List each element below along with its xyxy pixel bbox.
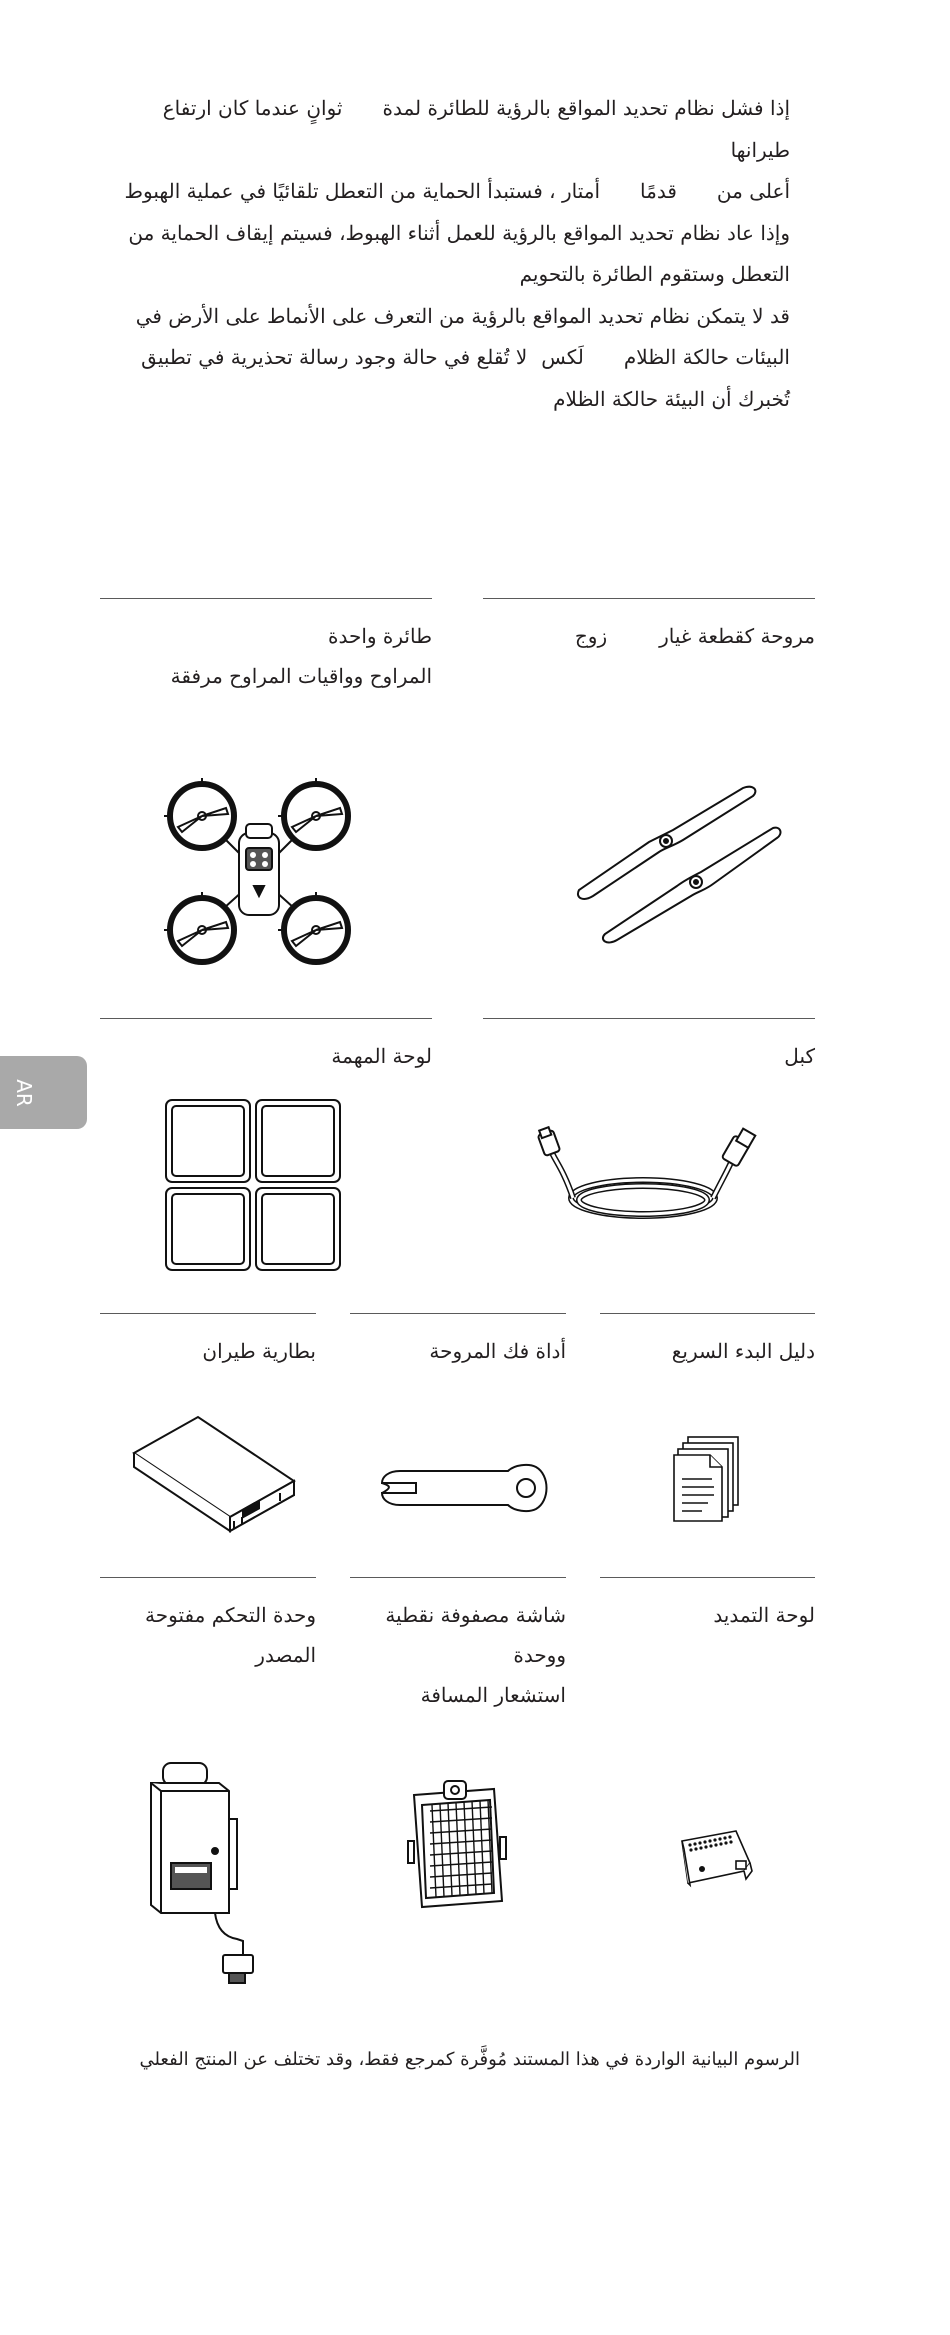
item-quick-start-title: دليل البدء السريع xyxy=(671,1339,815,1363)
expansion-board-icon xyxy=(678,1827,758,1889)
divider xyxy=(100,598,432,599)
language-tab-label: AR xyxy=(11,1078,36,1107)
item-controller xyxy=(100,1577,316,2007)
open-source-controller-icon xyxy=(145,1759,265,1989)
intro-paragraph-3: قد لا يتمكن نظام تحديد المواقع بالرؤية من التعرف على الأنماط على الأرض في البيئات حالكة الظلاملَكسلا تُقلع في حالة وجود رسالة تحذيرية في تطبيقتُخبرك أن البيئة حالكة الظلام xyxy=(135,303,790,411)
divider xyxy=(100,1018,432,1019)
divider xyxy=(350,1577,566,1578)
drone-icon xyxy=(164,778,354,968)
item-expansion xyxy=(600,1577,815,2007)
intro-text xyxy=(100,88,790,420)
item-propellers-qty: زوج xyxy=(574,624,608,648)
item-quick-start xyxy=(600,1313,815,1577)
divider xyxy=(100,1313,316,1314)
item-aircraft xyxy=(100,598,432,1018)
footnote: الرسوم البيانية الواردة في هذا المستند مُوفَّرة كمرجع فقط، وقد تختلف عن المنتج الفعلي xyxy=(139,2049,800,2070)
item-battery-title: بطارية طيران xyxy=(202,1339,316,1363)
item-battery xyxy=(100,1313,316,1577)
propeller-pair-icon xyxy=(573,778,783,948)
item-propellers-title: مروحة كقطعة غيار xyxy=(659,624,815,648)
propeller-removal-tool-icon xyxy=(380,1463,550,1513)
item-dot-matrix xyxy=(350,1577,566,2007)
item-expansion-title: لوحة التمديد xyxy=(713,1603,815,1627)
item-dot-matrix-title-2: استشعار المسافة xyxy=(420,1683,566,1707)
intro-paragraph-1: إذا فشل نظام تحديد المواقع بالرؤية للطائرة لمدةثوانٍ عندما كان ارتفاع طيرانها أعلى منقدمًاأمتار ، فستبدأ الحماية من التعطل تلقائيًا في عملية الهبوط xyxy=(124,96,790,203)
item-dot-matrix-title: شاشة مصفوفة نقطية ووحدة xyxy=(385,1603,566,1667)
quick-start-guide-icon xyxy=(672,1435,742,1523)
divider xyxy=(483,598,815,599)
item-prop-tool-title: أداة فك المروحة xyxy=(429,1339,566,1363)
item-mission-pads xyxy=(100,1018,432,1313)
language-tab xyxy=(0,1056,87,1129)
intro-paragraph-2: وإذا عاد نظام تحديد المواقع بالرؤية للعمل أثناء الهبوط، فسيتم إيقاف الحماية من التعطل وستقوم الطائرة بالتحويم xyxy=(128,220,790,286)
item-aircraft-title: طائرة واحدة xyxy=(327,624,432,648)
item-prop-tool xyxy=(350,1313,566,1577)
flight-battery-icon xyxy=(130,1413,300,1543)
divider xyxy=(100,1577,316,1578)
item-controller-title-2: المصدر xyxy=(255,1643,316,1667)
item-cable-title: كبل xyxy=(784,1044,815,1068)
dot-matrix-display-icon xyxy=(408,1781,508,1911)
item-aircraft-note: المراوح وواقيات المراوح مرفقة xyxy=(170,664,432,688)
item-mission-pads-title: لوحة المهمة xyxy=(331,1044,432,1068)
divider xyxy=(600,1313,815,1314)
item-controller-title: وحدة التحكم مفتوحة xyxy=(145,1603,316,1627)
divider xyxy=(350,1313,566,1314)
item-cable xyxy=(483,1018,815,1313)
mission-pads-icon xyxy=(164,1098,354,1273)
divider xyxy=(600,1577,815,1578)
divider xyxy=(483,1018,815,1019)
item-propellers xyxy=(483,598,815,1018)
usb-cable-icon xyxy=(533,1128,763,1238)
